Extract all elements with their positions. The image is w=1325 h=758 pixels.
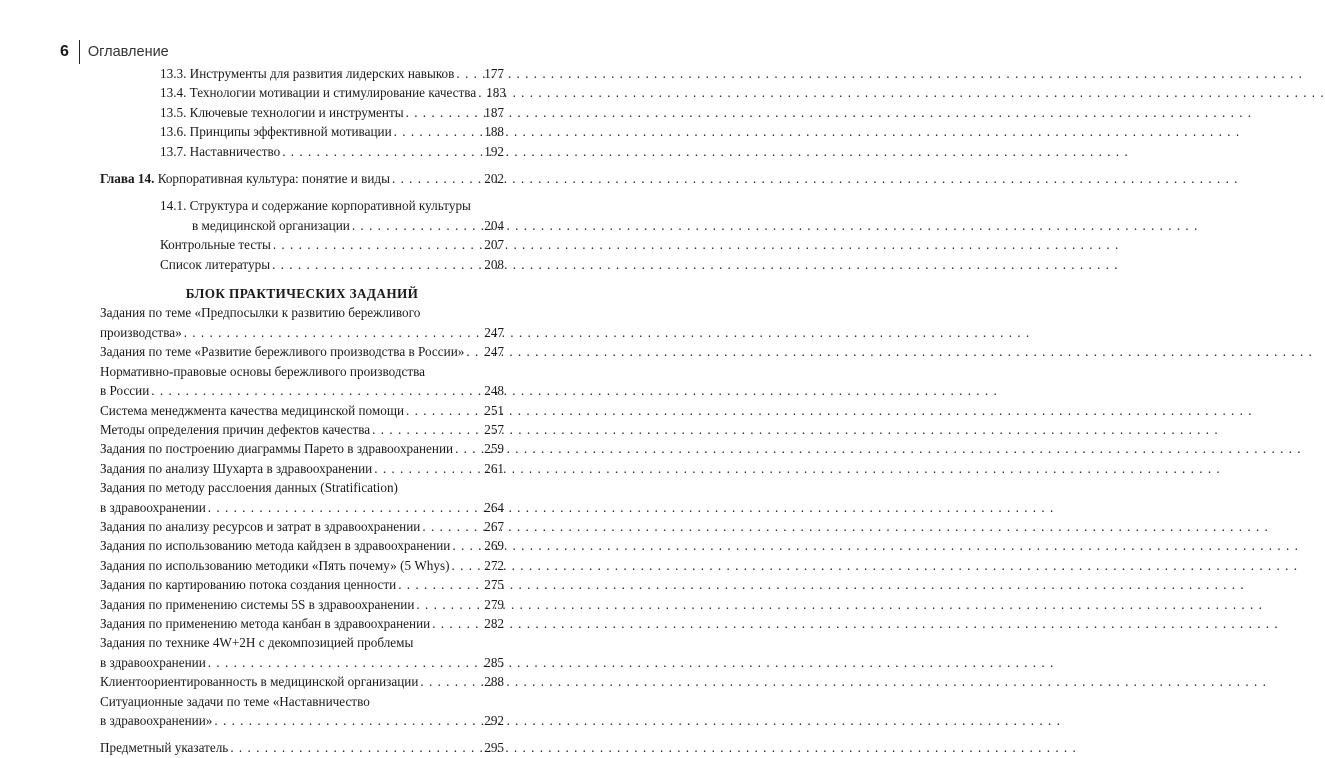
dot-leader xyxy=(151,381,482,400)
toc-page-number: 208 xyxy=(484,256,504,272)
dot-leader xyxy=(214,711,482,730)
dot-leader xyxy=(398,575,482,594)
page-number: 6 xyxy=(60,43,69,60)
toc-task-15[interactable] xyxy=(100,633,504,672)
toc-entry-label-line1: Ситуационные задачи по теме «Наставничество xyxy=(100,693,370,709)
toc-page-number: 247 xyxy=(484,324,504,340)
toc-task-2[interactable] xyxy=(100,342,504,361)
toc-entry-13-3[interactable] xyxy=(100,64,504,83)
toc-entry-label-line1: Задания по методу расслоения данных (Stratification) xyxy=(100,480,398,496)
toc-entry-label-line2: в медицинской организации xyxy=(192,217,350,233)
dot-leader xyxy=(372,420,482,439)
toc-page-number: 279 xyxy=(484,596,504,612)
dot-leader xyxy=(432,614,482,633)
toc-page-number: 292 xyxy=(484,713,504,728)
dot-leader xyxy=(416,595,482,614)
toc-entry-label-line2: в здравоохранении» xyxy=(100,713,213,728)
toc-page-number: 275 xyxy=(484,577,504,593)
toc-entry-line2 xyxy=(100,216,504,235)
toc-page-number: 247 xyxy=(484,344,504,360)
toc-entry-label: Задания по построению диаграммы Парето в здравоохранении xyxy=(100,441,454,457)
toc-entry-label-line1: 14.1. Структура и содержание корпоративной культуры xyxy=(160,198,471,214)
toc-entry-label: Система менеджмента качества медицинской помощи xyxy=(100,402,405,418)
dot-leader xyxy=(272,255,482,274)
toc-page-number: 285 xyxy=(484,654,504,670)
toc-page-number: 288 xyxy=(484,674,504,690)
dot-leader xyxy=(230,738,482,757)
toc-entry-label: Список литературы xyxy=(160,256,271,272)
toc-entry-label: Задания по применению системы 5S в здравоохранении xyxy=(100,596,415,612)
toc-task-4[interactable] xyxy=(100,401,504,420)
toc-page-number: 259 xyxy=(484,441,504,457)
toc-entry-line2 xyxy=(100,653,504,672)
dot-leader xyxy=(374,459,482,478)
toc-entry-label: Задания по картированию потока создания ценности xyxy=(100,577,397,593)
toc-entry-13-4[interactable] xyxy=(100,83,504,102)
toc-task-1[interactable] xyxy=(100,303,504,342)
toc-entry-label: Методы определения причин дефектов качества xyxy=(100,421,371,437)
toc-page-number: 202 xyxy=(484,171,504,187)
dot-leader xyxy=(478,83,484,102)
toc-entry-label-line1: Задания по теме «Предпосылки к развитию бережливого xyxy=(100,305,421,321)
toc-page-number: 207 xyxy=(484,237,504,253)
dot-leader xyxy=(392,169,482,188)
toc-entry-label: 13.6. Принципы эффективной мотивации xyxy=(160,124,392,140)
toc-entry-label: Задания по использованию метода кайдзен в здравоохранении xyxy=(100,538,451,554)
toc-entry-label-line1: Задания по технике 4W+2H с декомпозицией проблемы xyxy=(100,635,414,651)
dot-leader xyxy=(282,142,482,161)
running-title: Оглавление xyxy=(87,44,169,60)
dot-leader xyxy=(208,653,482,672)
dot-leader xyxy=(422,517,482,536)
dot-leader xyxy=(394,122,483,141)
toc-task-7[interactable] xyxy=(100,459,504,478)
toc-entry-label-line2: в здравоохранении xyxy=(100,654,206,670)
toc-page-number: 295 xyxy=(484,740,504,756)
toc-entry-line2 xyxy=(100,381,504,400)
toc-page-number: 251 xyxy=(484,402,504,418)
toc-page-number: 272 xyxy=(484,557,504,573)
toc-task-13[interactable] xyxy=(100,595,504,614)
toc-task-9[interactable] xyxy=(100,517,504,536)
toc-entry-label: 13.7. Наставничество xyxy=(160,143,281,159)
toc-page-number: 261 xyxy=(484,460,504,476)
toc-page-number: 183 xyxy=(486,85,506,101)
toc-chapter-14[interactable] xyxy=(100,169,504,188)
toc-entry-label: Задания по использованию методики «Пять почему» (5 Whys) xyxy=(100,557,450,573)
toc-entry-label: Предметный указатель xyxy=(100,740,229,756)
toc-entry-subject-index[interactable] xyxy=(100,738,504,757)
page-header xyxy=(60,40,169,64)
toc-task-11[interactable] xyxy=(100,556,504,575)
toc-task-10[interactable] xyxy=(100,536,504,555)
toc-entry-label: Контрольные тесты xyxy=(160,237,271,253)
toc-entry-tests[interactable] xyxy=(100,235,504,254)
toc-page-number: 187 xyxy=(484,104,504,120)
toc-entry-label: Задания по анализу Шухарта в здравоохранении xyxy=(100,460,373,476)
toc-entry-label: 13.3. Инструменты для развития лидерских навыков xyxy=(160,66,455,81)
dot-leader xyxy=(452,556,483,575)
toc-entry-13-7[interactable] xyxy=(100,142,504,161)
toc-entry-label-line2: в здравоохранении xyxy=(100,499,206,515)
toc-entry-label-line2: производства» xyxy=(100,324,182,340)
section-heading: БЛОК ПРАКТИЧЕСКИХ ЗАДАНИЙ xyxy=(185,286,419,302)
toc-entry-13-6[interactable] xyxy=(100,122,504,141)
toc-entry-label: 13.4. Технологии мотивации и стимулирование качества xyxy=(160,85,477,101)
toc-entry-label: Задания по анализу ресурсов и затрат в здравоохранении xyxy=(100,518,421,534)
toc-entry-label: Задания по теме «Развитие бережливого производства в России» xyxy=(100,344,465,360)
toc-entry-label-line2: в России xyxy=(100,383,150,399)
toc-entry-label: Задания по применению метода канбан в здравоохранении xyxy=(100,615,431,631)
toc-entry-line2 xyxy=(100,498,504,517)
toc-task-5[interactable] xyxy=(100,420,504,439)
toc-page-number: 192 xyxy=(484,143,504,159)
toc-task-6[interactable] xyxy=(100,439,504,458)
dot-leader xyxy=(406,401,482,420)
toc-task-12[interactable] xyxy=(100,575,504,594)
toc-page-number: 264 xyxy=(484,499,504,515)
dot-leader xyxy=(466,342,482,361)
toc-entry-label xyxy=(100,169,390,188)
toc-entry-line2 xyxy=(100,323,504,342)
toc-page-number: 248 xyxy=(484,383,504,399)
toc-entry-14-1[interactable] xyxy=(100,196,504,235)
dot-leader xyxy=(420,672,482,691)
toc-entry-label: 13.5. Ключевые технологии и инструменты xyxy=(160,104,404,120)
toc-task-14[interactable] xyxy=(100,614,504,633)
toc-page-number: 257 xyxy=(484,421,504,437)
toc-entry-label: Клиентоориентированность в медицинской организации xyxy=(100,674,419,690)
toc-page-number: 267 xyxy=(484,518,504,534)
table-of-contents xyxy=(100,64,504,758)
dot-leader xyxy=(452,536,482,555)
dot-leader xyxy=(273,235,482,254)
toc-task-17[interactable] xyxy=(100,692,504,731)
toc-task-3[interactable] xyxy=(100,362,504,401)
toc-task-8[interactable] xyxy=(100,478,504,517)
toc-page-number: 188 xyxy=(484,124,504,140)
toc-entry-literature[interactable] xyxy=(100,255,504,274)
toc-page-number: 269 xyxy=(484,538,504,554)
chapter-number: Глава 14. xyxy=(100,171,155,187)
dot-leader xyxy=(455,439,482,458)
dot-leader xyxy=(184,323,483,342)
toc-entry-13-5[interactable] xyxy=(100,103,504,122)
toc-page-number: 282 xyxy=(484,615,504,631)
toc-entry-label-line1: Нормативно-правовые основы бережливого производства xyxy=(100,363,426,379)
dot-leader xyxy=(406,103,483,122)
toc-task-16[interactable] xyxy=(100,672,504,691)
header-divider xyxy=(79,40,80,64)
dot-leader xyxy=(352,216,482,235)
dot-leader xyxy=(208,498,482,517)
chapter-title: Корпоративная культура: понятие и виды xyxy=(157,171,390,187)
toc-page-number: 177 xyxy=(484,66,504,81)
toc-page-number: 204 xyxy=(484,217,504,233)
dot-leader xyxy=(456,64,482,83)
toc-entry-line2 xyxy=(100,711,504,730)
